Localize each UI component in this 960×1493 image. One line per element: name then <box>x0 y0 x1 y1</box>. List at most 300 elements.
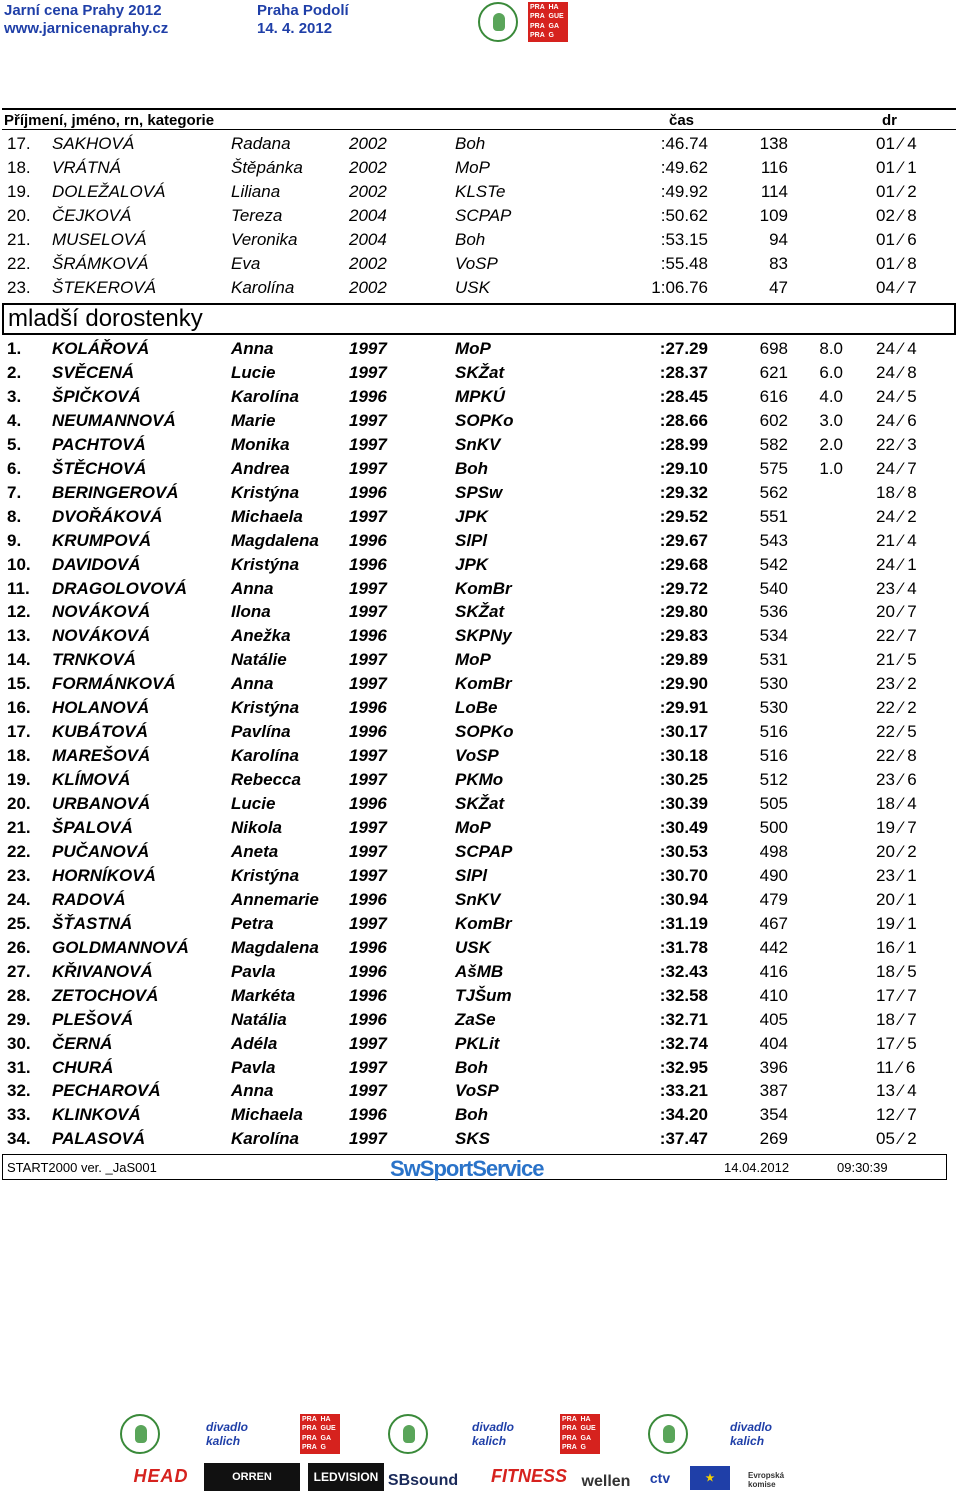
cell-dr: 20 ⁄ 7 <box>876 602 917 622</box>
club-emblem-icon <box>120 1414 160 1454</box>
cell-surname: SAKHOVÁ <box>52 134 135 153</box>
cell-club: SKŽat <box>455 602 505 622</box>
cell-rank: 27. <box>7 961 31 981</box>
divadlo-kalich-logo: divadlo kalich <box>472 1420 515 1448</box>
cell-surname: KLÍMOVÁ <box>52 770 131 790</box>
cell-time: :28.99 <box>659 434 708 454</box>
cell-name: Liliana <box>231 181 281 201</box>
result-row <box>0 529 960 553</box>
cell-year: 2002 <box>349 277 387 297</box>
club-emblem-icon <box>648 1414 688 1454</box>
prague-logo: PRA HA PRA GUE PRA GA PRA G <box>560 1414 600 1454</box>
cell-time: :29.80 <box>659 602 708 622</box>
cell-time: :27.29 <box>659 339 708 358</box>
cell-year: 1997 <box>349 458 387 478</box>
cell-year: 1996 <box>349 722 387 742</box>
cell-name: Pavla <box>231 961 276 981</box>
cell-year: 2002 <box>349 253 387 273</box>
cell-club: MoP <box>455 650 491 670</box>
cell-points: 575 <box>759 458 788 478</box>
cell-year: 1997 <box>349 339 387 358</box>
cell-year: 1997 <box>349 746 387 766</box>
result-row <box>0 505 960 529</box>
cell-points: 540 <box>759 578 788 598</box>
cell-points: 500 <box>759 818 788 837</box>
event-venue-block <box>257 2 349 38</box>
cell-surname: PALASOVÁ <box>52 1129 146 1149</box>
cell-surname: ŠTEKEROVÁ <box>52 277 156 297</box>
cell-year: 1996 <box>349 1105 387 1125</box>
cell-dr: 12 ⁄ 7 <box>876 1105 917 1125</box>
cell-name: Veronika <box>231 229 298 249</box>
cell-points: 516 <box>759 722 788 742</box>
cell-rank: 16. <box>7 698 31 718</box>
result-row <box>0 1032 960 1056</box>
cell-rank: 17. <box>7 722 31 742</box>
cell-year: 1997 <box>349 865 387 885</box>
cell-points: 582 <box>759 434 788 454</box>
cell-club: SnKV <box>455 434 501 454</box>
result-row <box>0 156 960 180</box>
cell-surname: KŘIVANOVÁ <box>52 961 153 981</box>
cell-time: :29.90 <box>659 674 708 694</box>
cell-surname: NOVÁKOVÁ <box>52 626 151 646</box>
cell-club: KomBr <box>455 913 512 933</box>
cell-club: KLSTe <box>455 181 506 201</box>
print-date: 14.04.2012 <box>724 1160 790 1175</box>
cell-club: KomBr <box>455 674 512 694</box>
result-row <box>0 696 960 720</box>
cell-year: 1996 <box>349 554 387 574</box>
cell-name: Natálie <box>231 650 287 670</box>
column-time-header: čas <box>669 112 695 129</box>
cell-dr: 01 ⁄ 6 <box>876 229 917 249</box>
cell-name: Anna <box>231 674 274 694</box>
cell-dr: 05 ⁄ 2 <box>876 1129 917 1149</box>
cell-points: 536 <box>759 602 788 622</box>
result-row <box>0 553 960 577</box>
cell-surname: MUSELOVÁ <box>52 229 147 249</box>
cell-year: 2002 <box>349 181 387 201</box>
cell-dr: 17 ⁄ 7 <box>876 985 917 1005</box>
event-title: Jarní cena Prahy 2012 <box>4 2 162 19</box>
cell-surname: RADOVÁ <box>52 889 126 909</box>
cell-surname: KOLÁŘOVÁ <box>52 339 150 358</box>
cell-club: SlPl <box>455 530 488 550</box>
result-row <box>0 768 960 792</box>
cell-rank: 13. <box>7 626 31 646</box>
cell-surname: HOLANOVÁ <box>52 698 150 718</box>
cell-time: :31.19 <box>659 913 708 933</box>
cell-surname: VRÁTNÁ <box>52 157 121 177</box>
cell-year: 1997 <box>349 818 387 837</box>
result-row <box>0 744 960 768</box>
cell-surname: URBANOVÁ <box>52 794 151 814</box>
cell-time: :32.71 <box>659 1009 708 1029</box>
result-row <box>0 1127 960 1151</box>
cell-rank: 10. <box>7 554 31 574</box>
cell-points: 467 <box>759 913 788 933</box>
cell-name: Karolína <box>231 277 295 297</box>
cell-surname: PACHTOVÁ <box>52 434 146 454</box>
cell-name: Annemarie <box>231 889 319 909</box>
cell-rank: 21. <box>7 818 31 837</box>
cell-time: :30.25 <box>659 770 708 790</box>
ledvision-logo: LEDVISION <box>308 1463 384 1491</box>
cell-rank: 9. <box>7 530 22 550</box>
fitness-shop-logo: FITNESS <box>490 1465 567 1486</box>
cell-time: :53.15 <box>660 229 708 249</box>
cell-time: :30.17 <box>659 722 708 742</box>
cell-name: Michaela <box>231 506 303 526</box>
result-row <box>0 1103 960 1127</box>
cell-time: :29.10 <box>659 458 708 478</box>
cell-surname: DOLEŽALOVÁ <box>52 181 166 201</box>
cell-dr: 24 ⁄ 7 <box>876 458 917 478</box>
cell-name: Anna <box>231 339 274 358</box>
cell-year: 2004 <box>349 229 387 249</box>
cell-points: 109 <box>759 205 788 225</box>
cell-club: SCPAP <box>455 205 512 225</box>
print-time: 09:30:39 <box>837 1160 888 1175</box>
cell-time: :30.94 <box>659 889 708 909</box>
cell-surname: HORNÍKOVÁ <box>52 865 156 885</box>
result-row <box>0 409 960 433</box>
cell-dr: 18 ⁄ 5 <box>876 961 917 981</box>
cell-points: 47 <box>769 277 788 297</box>
cell-dr: 11 ⁄ 6 <box>876 1057 916 1077</box>
result-row <box>0 816 960 840</box>
cell-rank: 22. <box>7 253 31 273</box>
cell-points: 442 <box>759 937 788 957</box>
cell-year: 1996 <box>349 961 387 981</box>
cell-year: 1996 <box>349 937 387 957</box>
cell-year: 1997 <box>349 674 387 694</box>
cell-time: 1:06.76 <box>651 277 708 297</box>
cell-surname: GOLDMANNOVÁ <box>52 937 189 957</box>
cell-dr: 13 ⁄ 4 <box>876 1081 917 1101</box>
cell-time: :29.67 <box>659 530 708 550</box>
cell-club: PKLit <box>455 1033 500 1053</box>
cell-year: 1997 <box>349 841 387 861</box>
cell-time: :30.70 <box>659 865 708 885</box>
cell-time: :32.43 <box>659 961 708 981</box>
cell-name: Andrea <box>231 458 290 478</box>
cell-dr: 23 ⁄ 2 <box>876 674 917 694</box>
cell-points: 534 <box>759 626 788 646</box>
cell-name: Karolína <box>231 746 300 766</box>
cell-time: :28.66 <box>659 410 708 430</box>
cell-surname: ZETOCHOVÁ <box>52 985 159 1005</box>
cell-dr: 24 ⁄ 4 <box>876 339 917 358</box>
result-row <box>0 457 960 481</box>
cell-rank: 23. <box>7 277 31 297</box>
cell-rank: 33. <box>7 1105 31 1125</box>
cell-dr: 24 ⁄ 2 <box>876 506 917 526</box>
cell-surname: ŠŤASTNÁ <box>52 913 133 933</box>
cell-rank: 7. <box>7 482 22 502</box>
cell-club: MoP <box>455 157 490 177</box>
sbsound-logo: SBsound <box>387 1472 459 1489</box>
cell-rank: 19. <box>7 770 31 790</box>
cell-year: 1997 <box>349 1081 387 1101</box>
cell-rank: 12. <box>7 602 31 622</box>
cell-dr: 04 ⁄ 7 <box>876 277 917 297</box>
cell-club: JPK <box>455 506 489 526</box>
cell-club: Boh <box>455 134 486 153</box>
event-header <box>4 2 168 38</box>
cell-year: 1996 <box>349 794 387 814</box>
cell-time: :50.62 <box>660 205 708 225</box>
result-row <box>0 180 960 204</box>
cell-bonus: 2.0 <box>819 434 843 454</box>
cell-points: 490 <box>759 865 788 885</box>
cell-year: 1997 <box>349 434 387 454</box>
cell-surname: PECHAROVÁ <box>52 1081 161 1101</box>
cell-surname: ŠPIČKOVÁ <box>52 386 141 406</box>
cell-year: 1996 <box>349 386 387 406</box>
cell-year: 2002 <box>349 157 387 177</box>
cell-points: 94 <box>769 229 788 249</box>
result-row <box>0 864 960 888</box>
cell-surname: TRNKOVÁ <box>52 650 137 670</box>
cell-year: 1996 <box>349 1009 387 1029</box>
club-emblem-icon <box>388 1414 428 1454</box>
cell-rank: 18. <box>7 157 31 177</box>
result-row <box>0 481 960 505</box>
result-row <box>0 624 960 648</box>
cell-time: :55.48 <box>660 253 708 273</box>
cell-points: 269 <box>759 1129 788 1149</box>
cell-club: SKŽat <box>455 794 505 814</box>
cell-rank: 8. <box>7 506 22 526</box>
cell-club: LoBe <box>455 698 498 718</box>
wellen-logo: wellen <box>581 1473 631 1490</box>
cell-name: Pavla <box>231 1057 276 1077</box>
cell-surname: ŠPALOVÁ <box>52 818 133 837</box>
cell-dr: 24 ⁄ 6 <box>876 410 917 430</box>
event-website[interactable]: www.jarnicenaprahy.cz <box>4 20 169 37</box>
column-header-row <box>2 108 956 130</box>
cell-dr: 18 ⁄ 4 <box>876 794 917 814</box>
cell-dr: 23 ⁄ 4 <box>876 578 917 598</box>
cell-name: Kristýna <box>231 482 300 502</box>
cell-dr: 24 ⁄ 5 <box>876 386 917 406</box>
cell-rank: 28. <box>7 985 31 1005</box>
cell-time: :29.68 <box>659 554 708 574</box>
cell-year: 1997 <box>349 1129 387 1149</box>
result-row <box>0 888 960 912</box>
cell-year: 1996 <box>349 985 387 1005</box>
cell-points: 542 <box>759 554 788 574</box>
cell-year: 1997 <box>349 913 387 933</box>
cell-club: SnKV <box>455 889 501 909</box>
cell-dr: 19 ⁄ 1 <box>876 913 917 933</box>
cell-points: 416 <box>759 961 788 981</box>
result-row <box>0 1008 960 1032</box>
cell-name: Magdalena <box>231 530 319 550</box>
cell-dr: 23 ⁄ 6 <box>876 770 917 790</box>
cell-points: 551 <box>759 506 788 526</box>
cell-surname: KLINKOVÁ <box>52 1105 141 1125</box>
cell-name: Radana <box>231 134 291 153</box>
cell-name: Marie <box>231 410 276 430</box>
cell-dr: 16 ⁄ 1 <box>876 937 917 957</box>
cell-rank: 15. <box>7 674 31 694</box>
cell-surname: BERINGEROVÁ <box>52 482 179 502</box>
cell-points: 116 <box>760 157 788 177</box>
eu-commission-logo: Evropská komise <box>748 1471 785 1489</box>
cell-dr: 21 ⁄ 4 <box>876 530 917 550</box>
result-row <box>0 132 960 156</box>
cell-time: :29.83 <box>659 626 708 646</box>
cell-surname: KRUMPOVÁ <box>52 530 152 550</box>
cell-time: :34.20 <box>659 1105 708 1125</box>
cell-dr: 24 ⁄ 1 <box>876 554 917 574</box>
cell-time: :29.52 <box>659 506 708 526</box>
cell-points: 530 <box>759 674 788 694</box>
cell-dr: 18 ⁄ 8 <box>876 482 917 502</box>
cell-year: 2004 <box>349 205 387 225</box>
cell-name: Adéla <box>231 1033 278 1053</box>
cell-year: 1996 <box>349 530 387 550</box>
cell-time: :32.74 <box>659 1033 708 1053</box>
cell-name: Karolína <box>231 1129 300 1149</box>
cell-year: 1997 <box>349 1033 387 1053</box>
cell-name: Ilona <box>231 602 271 622</box>
cell-club: Boh <box>455 458 489 478</box>
cell-dr: 01 ⁄ 8 <box>876 253 917 273</box>
cell-rank: 3. <box>7 386 22 406</box>
cell-club: MoP <box>455 339 491 358</box>
cell-surname: SVĚCENÁ <box>52 362 135 382</box>
result-row <box>0 385 960 409</box>
prague-logo: PRA HA PRA GUE PRA GA PRA G <box>528 2 568 42</box>
cell-time: :30.53 <box>659 841 708 861</box>
cell-points: 404 <box>759 1033 788 1053</box>
cell-club: SOPKo <box>455 722 514 742</box>
cell-club: SPSw <box>455 482 503 502</box>
cell-name: Kristýna <box>231 865 300 885</box>
cell-rank: 21. <box>7 229 31 249</box>
event-venue: Praha Podolí <box>257 2 349 19</box>
cell-points: 387 <box>759 1081 788 1101</box>
cell-name: Lucie <box>231 362 276 382</box>
cell-dr: 22 ⁄ 7 <box>876 626 917 646</box>
cell-rank: 1. <box>7 339 22 358</box>
cell-dr: 01 ⁄ 2 <box>876 181 917 201</box>
cell-club: SKPNy <box>455 626 512 646</box>
cell-rank: 30. <box>7 1033 31 1053</box>
cell-dr: 20 ⁄ 2 <box>876 841 917 861</box>
cell-year: 1997 <box>349 506 387 526</box>
divadlo-kalich-logo: divadlo kalich <box>206 1420 249 1448</box>
cell-surname: PUČANOVÁ <box>52 841 150 861</box>
cell-rank: 11. <box>7 578 30 598</box>
cell-rank: 14. <box>7 650 31 670</box>
result-row <box>0 276 960 300</box>
cell-dr: 02 ⁄ 8 <box>876 205 917 225</box>
cell-time: :29.89 <box>659 650 708 670</box>
cell-name: Eva <box>231 253 261 273</box>
cell-name: Anna <box>231 578 274 598</box>
cell-time: :29.32 <box>659 482 708 502</box>
head-logo: HEAD <box>133 1465 189 1486</box>
cell-dr: 19 ⁄ 7 <box>876 818 917 837</box>
column-dr-header: dr <box>882 112 897 129</box>
result-row <box>0 936 960 960</box>
cell-points: 83 <box>769 253 788 273</box>
cell-points: 138 <box>759 134 788 153</box>
cell-points: 498 <box>759 841 788 861</box>
cell-bonus: 3.0 <box>819 410 843 430</box>
cell-name: Anna <box>231 1081 274 1101</box>
cell-rank: 17. <box>7 134 31 153</box>
cell-points: 530 <box>759 698 788 718</box>
divadlo-kalich-logo: divadlo kalich <box>730 1420 773 1448</box>
cell-year: 1997 <box>349 410 387 430</box>
software-version: START2000 ver. _JaS001 <box>7 1160 157 1175</box>
cell-surname: FORMÁNKOVÁ <box>52 674 176 694</box>
cell-surname: PLEŠOVÁ <box>52 1009 134 1029</box>
cell-club: SlPl <box>455 865 488 885</box>
cell-rank: 22. <box>7 841 31 861</box>
result-row <box>0 337 960 361</box>
cell-dr: 22 ⁄ 5 <box>876 722 917 742</box>
cell-club: Boh <box>455 1057 489 1077</box>
cell-club: Boh <box>455 1105 489 1125</box>
cell-surname: KUBÁTOVÁ <box>52 722 149 742</box>
cell-rank: 4. <box>7 410 22 430</box>
cell-dr: 22 ⁄ 8 <box>876 746 917 766</box>
club-emblem-icon <box>478 2 518 42</box>
cell-club: SCPAP <box>455 841 513 861</box>
cell-name: Nikola <box>231 818 283 837</box>
cell-dr: 17 ⁄ 5 <box>876 1033 917 1053</box>
cell-time: :30.39 <box>659 794 708 814</box>
cell-rank: 20. <box>7 205 31 225</box>
cell-time: :33.21 <box>659 1081 708 1101</box>
cell-name: Štěpánka <box>231 157 303 177</box>
result-row <box>0 672 960 696</box>
cell-surname: ČERNÁ <box>52 1033 113 1053</box>
cell-dr: 22 ⁄ 3 <box>876 434 917 454</box>
cell-surname: ČEJKOVÁ <box>52 205 132 225</box>
cell-surname: NEUMANNOVÁ <box>52 410 176 430</box>
cell-name: Rebecca <box>231 770 301 790</box>
result-row <box>0 912 960 936</box>
cell-dr: 18 ⁄ 7 <box>876 1009 917 1029</box>
cell-name: Aneta <box>231 841 279 861</box>
cell-rank: 25. <box>7 913 31 933</box>
cell-club: TJŠum <box>455 985 512 1005</box>
cell-club: MPKÚ <box>455 386 506 406</box>
cell-name: Anežka <box>231 626 291 646</box>
category-title: mladší dorostenky <box>2 303 956 335</box>
cell-time: :32.95 <box>659 1057 708 1077</box>
cell-time: :29.91 <box>659 698 708 718</box>
cell-club: SOPKo <box>455 410 514 430</box>
cell-time: :28.37 <box>659 362 708 382</box>
cell-club: AšMB <box>455 961 504 981</box>
cell-points: 410 <box>759 985 788 1005</box>
cell-name: Markéta <box>231 985 296 1005</box>
cell-rank: 18. <box>7 746 31 766</box>
cell-club: MoP <box>455 818 491 837</box>
result-row <box>0 1056 960 1080</box>
cell-rank: 32. <box>7 1081 31 1101</box>
cell-rank: 24. <box>7 889 31 909</box>
